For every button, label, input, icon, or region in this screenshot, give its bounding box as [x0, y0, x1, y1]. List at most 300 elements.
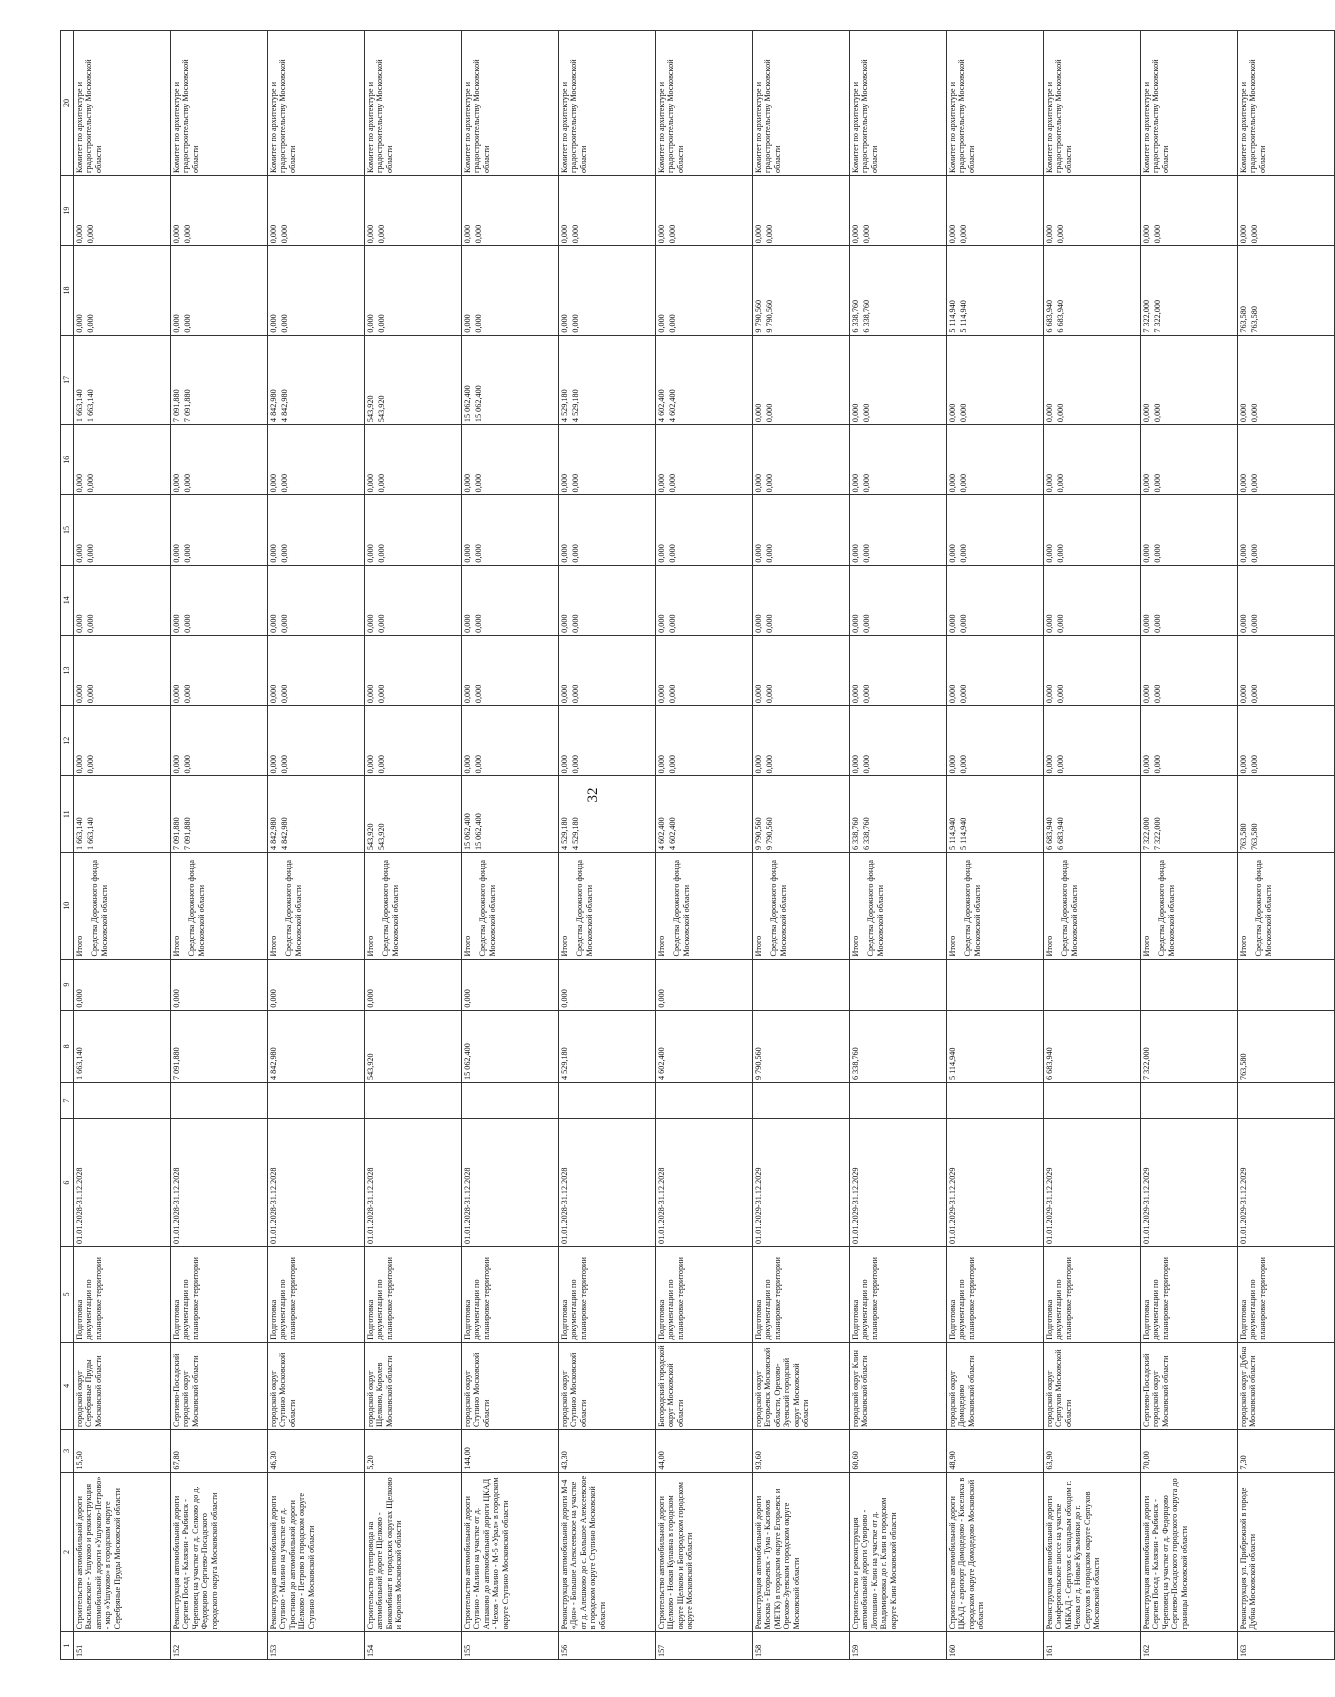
- value-total: 0,000: [172, 684, 181, 704]
- value-fund: 0,000: [1153, 684, 1162, 704]
- column-number-14: 14: [61, 565, 74, 635]
- source-total: Итого: [657, 935, 666, 957]
- cell-c18: [171, 246, 268, 335]
- cell-c13: [462, 635, 559, 705]
- value-total: 0,000: [75, 224, 84, 244]
- value-fund: 7 091,880: [183, 389, 192, 423]
- value-total: 0,000: [1045, 403, 1054, 423]
- value-fund: 0,000: [86, 684, 95, 704]
- cell-c12: [1238, 706, 1335, 776]
- cell-c12: [462, 706, 559, 776]
- cell-c15: [462, 495, 559, 565]
- value-fund: 0,000: [1153, 224, 1162, 244]
- value-total: 7 091,880: [172, 389, 181, 423]
- cell-work: Подготовка документации по планировке территории: [462, 1246, 559, 1342]
- cell-c8: 5 114,940: [947, 1010, 1044, 1082]
- cell-c18: [1238, 246, 1335, 335]
- source-total: Итого: [560, 935, 569, 957]
- cell-c8: 6 683,940: [1044, 1010, 1141, 1082]
- cell-district: городской округ Щелково, Королев Московской области: [365, 1342, 462, 1429]
- value-total: 4 602,400: [657, 817, 666, 851]
- cell-c16: [462, 425, 559, 495]
- cell-n: 156: [559, 1632, 656, 1660]
- cell-source: [462, 853, 559, 959]
- cell-len: 15,50: [74, 1430, 171, 1473]
- value-fund: 0,000: [377, 473, 386, 493]
- value-fund: 0,000: [668, 224, 677, 244]
- cell-c13: [1238, 635, 1335, 705]
- value-fund: 0,000: [959, 544, 968, 563]
- value-total: 4 842,980: [269, 389, 278, 423]
- source-total: Итого: [1142, 935, 1151, 957]
- value-total: 6 338,760: [851, 299, 860, 333]
- value-total: 0,000: [269, 314, 278, 333]
- column-number-10: 10: [61, 853, 74, 959]
- value-total: 0,000: [560, 314, 569, 333]
- source-total: Итого: [1045, 935, 1054, 957]
- cell-len: 67,80: [171, 1430, 268, 1473]
- value-total: 543,920: [366, 395, 375, 423]
- value-total: 9 790,560: [754, 299, 763, 333]
- cell-c11: [268, 776, 365, 853]
- column-number-9: 9: [61, 959, 74, 1010]
- cell-period: 01.01.2029-31.12.2029: [753, 1119, 850, 1247]
- value-fund: 0,000: [377, 614, 386, 633]
- cell-c18: [1141, 246, 1238, 335]
- cell-c16: [171, 425, 268, 495]
- value-total: 7 322,000: [1142, 817, 1151, 851]
- value-total: 5 114,940: [948, 817, 957, 851]
- value-fund: 0,000: [377, 224, 386, 244]
- cell-n: 151: [74, 1632, 171, 1660]
- value-total: 0,000: [269, 473, 278, 493]
- value-total: 0,000: [1045, 224, 1054, 244]
- source-total: Итого: [366, 935, 375, 957]
- value-fund: 0,000: [1153, 754, 1162, 774]
- value-total: 763,580: [1239, 823, 1248, 851]
- cell-c15: [947, 495, 1044, 565]
- cell-c9: 0,000: [268, 959, 365, 1010]
- cell-c12: [365, 706, 462, 776]
- cell-source: [559, 853, 656, 959]
- value-total: 0,000: [172, 614, 181, 633]
- cell-period: 01.01.2028-31.12.2028: [656, 1119, 753, 1247]
- value-total: 0,000: [754, 224, 763, 244]
- cell-c14: [1044, 565, 1141, 635]
- value-fund: 15 062,400: [474, 813, 483, 851]
- value-fund: 7 322,000: [1153, 817, 1162, 851]
- value-fund: 6 338,760: [862, 299, 871, 333]
- value-total: 4 602,400: [657, 389, 666, 423]
- value-fund: 0,000: [1056, 684, 1065, 704]
- value-total: 0,000: [366, 473, 375, 493]
- value-fund: 0,000: [571, 684, 580, 704]
- source-fund: Средства Дорожного фонда Московской области: [478, 859, 497, 957]
- value-total: 0,000: [851, 544, 860, 563]
- value-fund: 0,000: [862, 403, 871, 423]
- cell-c7: [947, 1083, 1044, 1119]
- value-total: 0,000: [1142, 224, 1151, 244]
- value-fund: 0,000: [280, 614, 289, 633]
- cell-c11: [462, 776, 559, 853]
- value-total: 0,000: [172, 754, 181, 774]
- value-fund: 0,000: [474, 224, 483, 244]
- cell-c9: 0,000: [74, 959, 171, 1010]
- value-total: 0,000: [269, 614, 278, 633]
- cell-c7: [171, 1083, 268, 1119]
- cell-work: Подготовка документации по планировке территории: [947, 1246, 1044, 1342]
- cell-district: Богородский городской округ Московской области: [656, 1342, 753, 1429]
- value-total: 0,000: [754, 684, 763, 704]
- value-fund: 0,000: [1153, 544, 1162, 563]
- value-total: 0,000: [172, 224, 181, 244]
- cell-source: [1141, 853, 1238, 959]
- value-total: 0,000: [1239, 684, 1248, 704]
- cell-c11: [850, 776, 947, 853]
- cell-district: городской округ Ступино Московской области: [462, 1342, 559, 1429]
- cell-responsible: Комитет по архитектуре и градостроительству Московской области: [1044, 31, 1141, 176]
- cell-source: [365, 853, 462, 959]
- value-total: 0,000: [463, 684, 472, 704]
- table-row: [462, 31, 559, 1660]
- value-fund: 5 114,940: [959, 817, 968, 851]
- value-total: 0,000: [560, 614, 569, 633]
- cell-c17: [1044, 335, 1141, 424]
- cell-len: 5,20: [365, 1430, 462, 1473]
- value-fund: 0,000: [86, 314, 95, 333]
- value-total: 0,000: [1239, 614, 1248, 633]
- value-fund: 0,000: [86, 224, 95, 244]
- cell-period: 01.01.2029-31.12.2029: [1141, 1119, 1238, 1247]
- cell-c16: [947, 425, 1044, 495]
- cell-source: [1044, 853, 1141, 959]
- source-fund: Средства Дорожного фонда Московской области: [1254, 859, 1273, 957]
- cell-name: Строительство и реконструкция автомобильной дороги Суворово - Лотошино - Клин на участке от д. Владимировка до г. Клин в городском округе Клин Московской области: [850, 1472, 947, 1632]
- value-total: 0,000: [560, 684, 569, 704]
- value-total: 0,000: [948, 614, 957, 633]
- table-row: [1238, 31, 1335, 1660]
- value-total: 0,000: [1142, 614, 1151, 633]
- cell-c13: [1141, 635, 1238, 705]
- cell-c7: [559, 1083, 656, 1119]
- value-fund: 0,000: [280, 473, 289, 493]
- cell-name: Реконструкция автомобильной дороги М-4 «Дон» - Большое Алексеевское на участке от д. Алешково до с. Большое Алексеевское в городском округе Ступино Московской области: [559, 1472, 656, 1632]
- cell-c19: [656, 175, 753, 245]
- cell-c19: [74, 175, 171, 245]
- source-total: Итого: [754, 935, 763, 957]
- cell-c12: [1044, 706, 1141, 776]
- cell-len: 44,00: [656, 1430, 753, 1473]
- cell-period: 01.01.2028-31.12.2028: [171, 1119, 268, 1247]
- source-total: Итого: [269, 935, 278, 957]
- rotated-table-container: [60, 30, 1273, 1660]
- cell-c12: [1141, 706, 1238, 776]
- cell-period: 01.01.2028-31.12.2028: [559, 1119, 656, 1247]
- cell-c17: [656, 335, 753, 424]
- cell-period: 01.01.2028-31.12.2028: [365, 1119, 462, 1247]
- cell-c19: [1238, 175, 1335, 245]
- table-row: [74, 31, 171, 1660]
- cell-work: Подготовка документации по планировке территории: [171, 1246, 268, 1342]
- value-fund: 543,920: [377, 823, 386, 851]
- cell-c13: [850, 635, 947, 705]
- cell-period: 01.01.2028-31.12.2028: [268, 1119, 365, 1247]
- cell-c18: [559, 246, 656, 335]
- value-fund: 0,000: [183, 473, 192, 493]
- source-fund: Средства Дорожного фонда Московской области: [381, 859, 400, 957]
- cell-c13: [74, 635, 171, 705]
- cell-n: 159: [850, 1632, 947, 1660]
- cell-c13: [1044, 635, 1141, 705]
- value-fund: 0,000: [862, 473, 871, 493]
- value-fund: 0,000: [668, 473, 677, 493]
- cell-c9: [947, 959, 1044, 1010]
- value-fund: 0,000: [862, 684, 871, 704]
- source-fund: Средства Дорожного фонда Московской области: [90, 859, 109, 957]
- cell-c18: [268, 246, 365, 335]
- cell-c12: [947, 706, 1044, 776]
- cell-source: [947, 853, 1044, 959]
- value-total: 0,000: [269, 544, 278, 563]
- cell-c16: [365, 425, 462, 495]
- cell-name: Реконструкция ул. Прибрежной в городе Дубна Московской области: [1238, 1472, 1335, 1632]
- value-total: 0,000: [1239, 754, 1248, 774]
- value-total: 4 842,980: [269, 817, 278, 851]
- cell-district: городской округ Серебряные Пруды Московской области: [74, 1342, 171, 1429]
- source-fund: Средства Дорожного фонда Московской области: [963, 859, 982, 957]
- column-number-8: 8: [61, 1010, 74, 1082]
- source-fund: Средства Дорожного фонда Московской области: [1157, 859, 1176, 957]
- cell-c8: 7 322,000: [1141, 1010, 1238, 1082]
- cell-c19: [947, 175, 1044, 245]
- value-total: 6 338,760: [851, 817, 860, 851]
- value-fund: 0,000: [959, 403, 968, 423]
- value-total: 0,000: [560, 754, 569, 774]
- value-fund: 1 663,140: [86, 389, 95, 423]
- cell-work: Подготовка документации по планировке территории: [753, 1246, 850, 1342]
- value-fund: 0,000: [1153, 403, 1162, 423]
- value-total: 0,000: [172, 314, 181, 333]
- value-fund: 0,000: [183, 314, 192, 333]
- cell-len: 60,60: [850, 1430, 947, 1473]
- value-total: 0,000: [948, 473, 957, 493]
- cell-c17: [268, 335, 365, 424]
- cell-c19: [753, 175, 850, 245]
- value-total: 0,000: [366, 314, 375, 333]
- value-fund: 0,000: [765, 614, 774, 633]
- value-fund: 0,000: [765, 684, 774, 704]
- cell-district: Сергиево-Посадский городской округ Московской области: [1141, 1342, 1238, 1429]
- value-total: 0,000: [1239, 403, 1248, 423]
- table-row: [850, 31, 947, 1660]
- cell-c14: [753, 565, 850, 635]
- value-fund: 0,000: [86, 754, 95, 774]
- cell-c9: 0,000: [656, 959, 753, 1010]
- value-total: 4 529,180: [560, 389, 569, 423]
- value-fund: 0,000: [862, 544, 871, 563]
- cell-c18: [850, 246, 947, 335]
- cell-work: Подготовка документации по планировке территории: [365, 1246, 462, 1342]
- value-fund: 0,000: [668, 314, 677, 333]
- cell-c13: [753, 635, 850, 705]
- value-fund: 0,000: [183, 614, 192, 633]
- cell-source: [850, 853, 947, 959]
- cell-district: городской округ Домодедово Московской области: [947, 1342, 1044, 1429]
- cell-c12: [753, 706, 850, 776]
- value-total: 0,000: [75, 754, 84, 774]
- value-total: 0,000: [1239, 224, 1248, 244]
- cell-c11: [74, 776, 171, 853]
- column-number-5: 5: [61, 1246, 74, 1342]
- cell-c14: [656, 565, 753, 635]
- value-fund: 0,000: [1153, 614, 1162, 633]
- cell-c8: 1 663,140: [74, 1010, 171, 1082]
- value-fund: 0,000: [1056, 224, 1065, 244]
- value-total: 543,920: [366, 823, 375, 851]
- cell-c8: 7 091,880: [171, 1010, 268, 1082]
- cell-c14: [171, 565, 268, 635]
- value-total: 0,000: [1142, 754, 1151, 774]
- source-fund: Средства Дорожного фонда Московской области: [575, 859, 594, 957]
- cell-c18: [656, 246, 753, 335]
- value-total: 7 322,000: [1142, 299, 1151, 333]
- value-fund: 5 114,940: [959, 300, 968, 333]
- cell-len: 144,00: [462, 1430, 559, 1473]
- cell-district: городской округ Клин Московской области: [850, 1342, 947, 1429]
- cell-c11: [656, 776, 753, 853]
- cell-c7: [1141, 1083, 1238, 1119]
- cell-c8: 15 062,400: [462, 1010, 559, 1082]
- cell-period: 01.01.2029-31.12.2029: [1044, 1119, 1141, 1247]
- value-fund: 0,000: [571, 224, 580, 244]
- cell-n: 153: [268, 1632, 365, 1660]
- value-total: 0,000: [657, 314, 666, 333]
- cell-len: 7,30: [1238, 1430, 1335, 1473]
- cell-c17: [365, 335, 462, 424]
- value-fund: 0,000: [183, 544, 192, 563]
- cell-c8: 4 529,180: [559, 1010, 656, 1082]
- cell-c15: [850, 495, 947, 565]
- value-fund: 0,000: [183, 684, 192, 704]
- value-total: 0,000: [1142, 403, 1151, 423]
- value-fund: 4 602,400: [668, 817, 677, 851]
- cell-c19: [1141, 175, 1238, 245]
- cell-source: [171, 853, 268, 959]
- value-fund: 9 790,560: [765, 299, 774, 333]
- cell-n: 158: [753, 1632, 850, 1660]
- cell-c18: [753, 246, 850, 335]
- cell-c14: [1141, 565, 1238, 635]
- value-fund: 0,000: [1250, 614, 1259, 633]
- table-row: [947, 31, 1044, 1660]
- program-table: [60, 30, 1335, 1660]
- value-fund: 0,000: [86, 544, 95, 563]
- cell-c12: [74, 706, 171, 776]
- value-total: 0,000: [851, 684, 860, 704]
- cell-c15: [1141, 495, 1238, 565]
- cell-c15: [1238, 495, 1335, 565]
- cell-n: 160: [947, 1632, 1044, 1660]
- cell-n: 161: [1044, 1632, 1141, 1660]
- value-total: 0,000: [366, 544, 375, 563]
- value-fund: 0,000: [862, 754, 871, 774]
- value-total: 0,000: [1045, 473, 1054, 493]
- source-fund: Средства Дорожного фонда Московской области: [1060, 859, 1079, 957]
- value-fund: 0,000: [377, 544, 386, 563]
- page-number: 32: [585, 787, 601, 803]
- cell-c9: [1044, 959, 1141, 1010]
- cell-c18: [365, 246, 462, 335]
- cell-c7: [1044, 1083, 1141, 1119]
- value-total: 15 062,400: [463, 385, 472, 423]
- cell-c17: [1141, 335, 1238, 424]
- value-fund: 0,000: [1250, 544, 1259, 563]
- cell-source: [1238, 853, 1335, 959]
- cell-district: Сергиево-Посадский городской округ Московской области: [171, 1342, 268, 1429]
- cell-c9: [850, 959, 947, 1010]
- value-total: 0,000: [172, 473, 181, 493]
- value-total: 0,000: [366, 614, 375, 633]
- value-total: 0,000: [463, 224, 472, 244]
- value-total: 0,000: [948, 684, 957, 704]
- value-total: 0,000: [657, 544, 666, 563]
- cell-c9: [753, 959, 850, 1010]
- cell-work: Подготовка документации по планировке территории: [656, 1246, 753, 1342]
- value-total: 15 062,400: [463, 813, 472, 851]
- value-total: 0,000: [657, 754, 666, 774]
- table-row: [559, 31, 656, 1660]
- value-fund: 0,000: [668, 544, 677, 563]
- cell-responsible: Комитет по архитектуре и градостроительству Московской области: [1141, 31, 1238, 176]
- value-total: 0,000: [851, 224, 860, 244]
- cell-work: Подготовка документации по планировке территории: [850, 1246, 947, 1342]
- value-total: 0,000: [560, 224, 569, 244]
- cell-c16: [656, 425, 753, 495]
- value-fund: 0,000: [474, 314, 483, 333]
- value-fund: 0,000: [959, 754, 968, 774]
- value-fund: 0,000: [765, 544, 774, 563]
- cell-c13: [268, 635, 365, 705]
- value-total: 0,000: [1045, 684, 1054, 704]
- value-total: 0,000: [657, 224, 666, 244]
- cell-c16: [850, 425, 947, 495]
- value-fund: 763,580: [1250, 823, 1259, 851]
- value-fund: 4 602,400: [668, 389, 677, 423]
- cell-responsible: Комитет по архитектуре и градостроительству Московской области: [947, 31, 1044, 176]
- value-total: 763,580: [1239, 306, 1248, 333]
- cell-c19: [462, 175, 559, 245]
- value-total: 0,000: [75, 314, 84, 333]
- cell-c11: [947, 776, 1044, 853]
- cell-c9: 0,000: [462, 959, 559, 1010]
- cell-c15: [1044, 495, 1141, 565]
- cell-n: 157: [656, 1632, 753, 1660]
- cell-c15: [559, 495, 656, 565]
- cell-district: городской округ Дубна Московской области: [1238, 1342, 1335, 1429]
- source-total: Итого: [75, 935, 84, 957]
- cell-name: Реконструкция автомобильной дороги Ступино - Малино на участке от д. Тростники до автомобильной дороги Шелково - Петрово в городском округе Ступино Московской области: [268, 1472, 365, 1632]
- cell-c18: [462, 246, 559, 335]
- table-row: [268, 31, 365, 1660]
- source-total: Итого: [851, 935, 860, 957]
- cell-c13: [656, 635, 753, 705]
- cell-source: [74, 853, 171, 959]
- cell-len: 93,60: [753, 1430, 850, 1473]
- cell-c11: [1044, 776, 1141, 853]
- value-total: 0,000: [366, 754, 375, 774]
- cell-len: 63,90: [1044, 1430, 1141, 1473]
- value-total: 0,000: [75, 544, 84, 563]
